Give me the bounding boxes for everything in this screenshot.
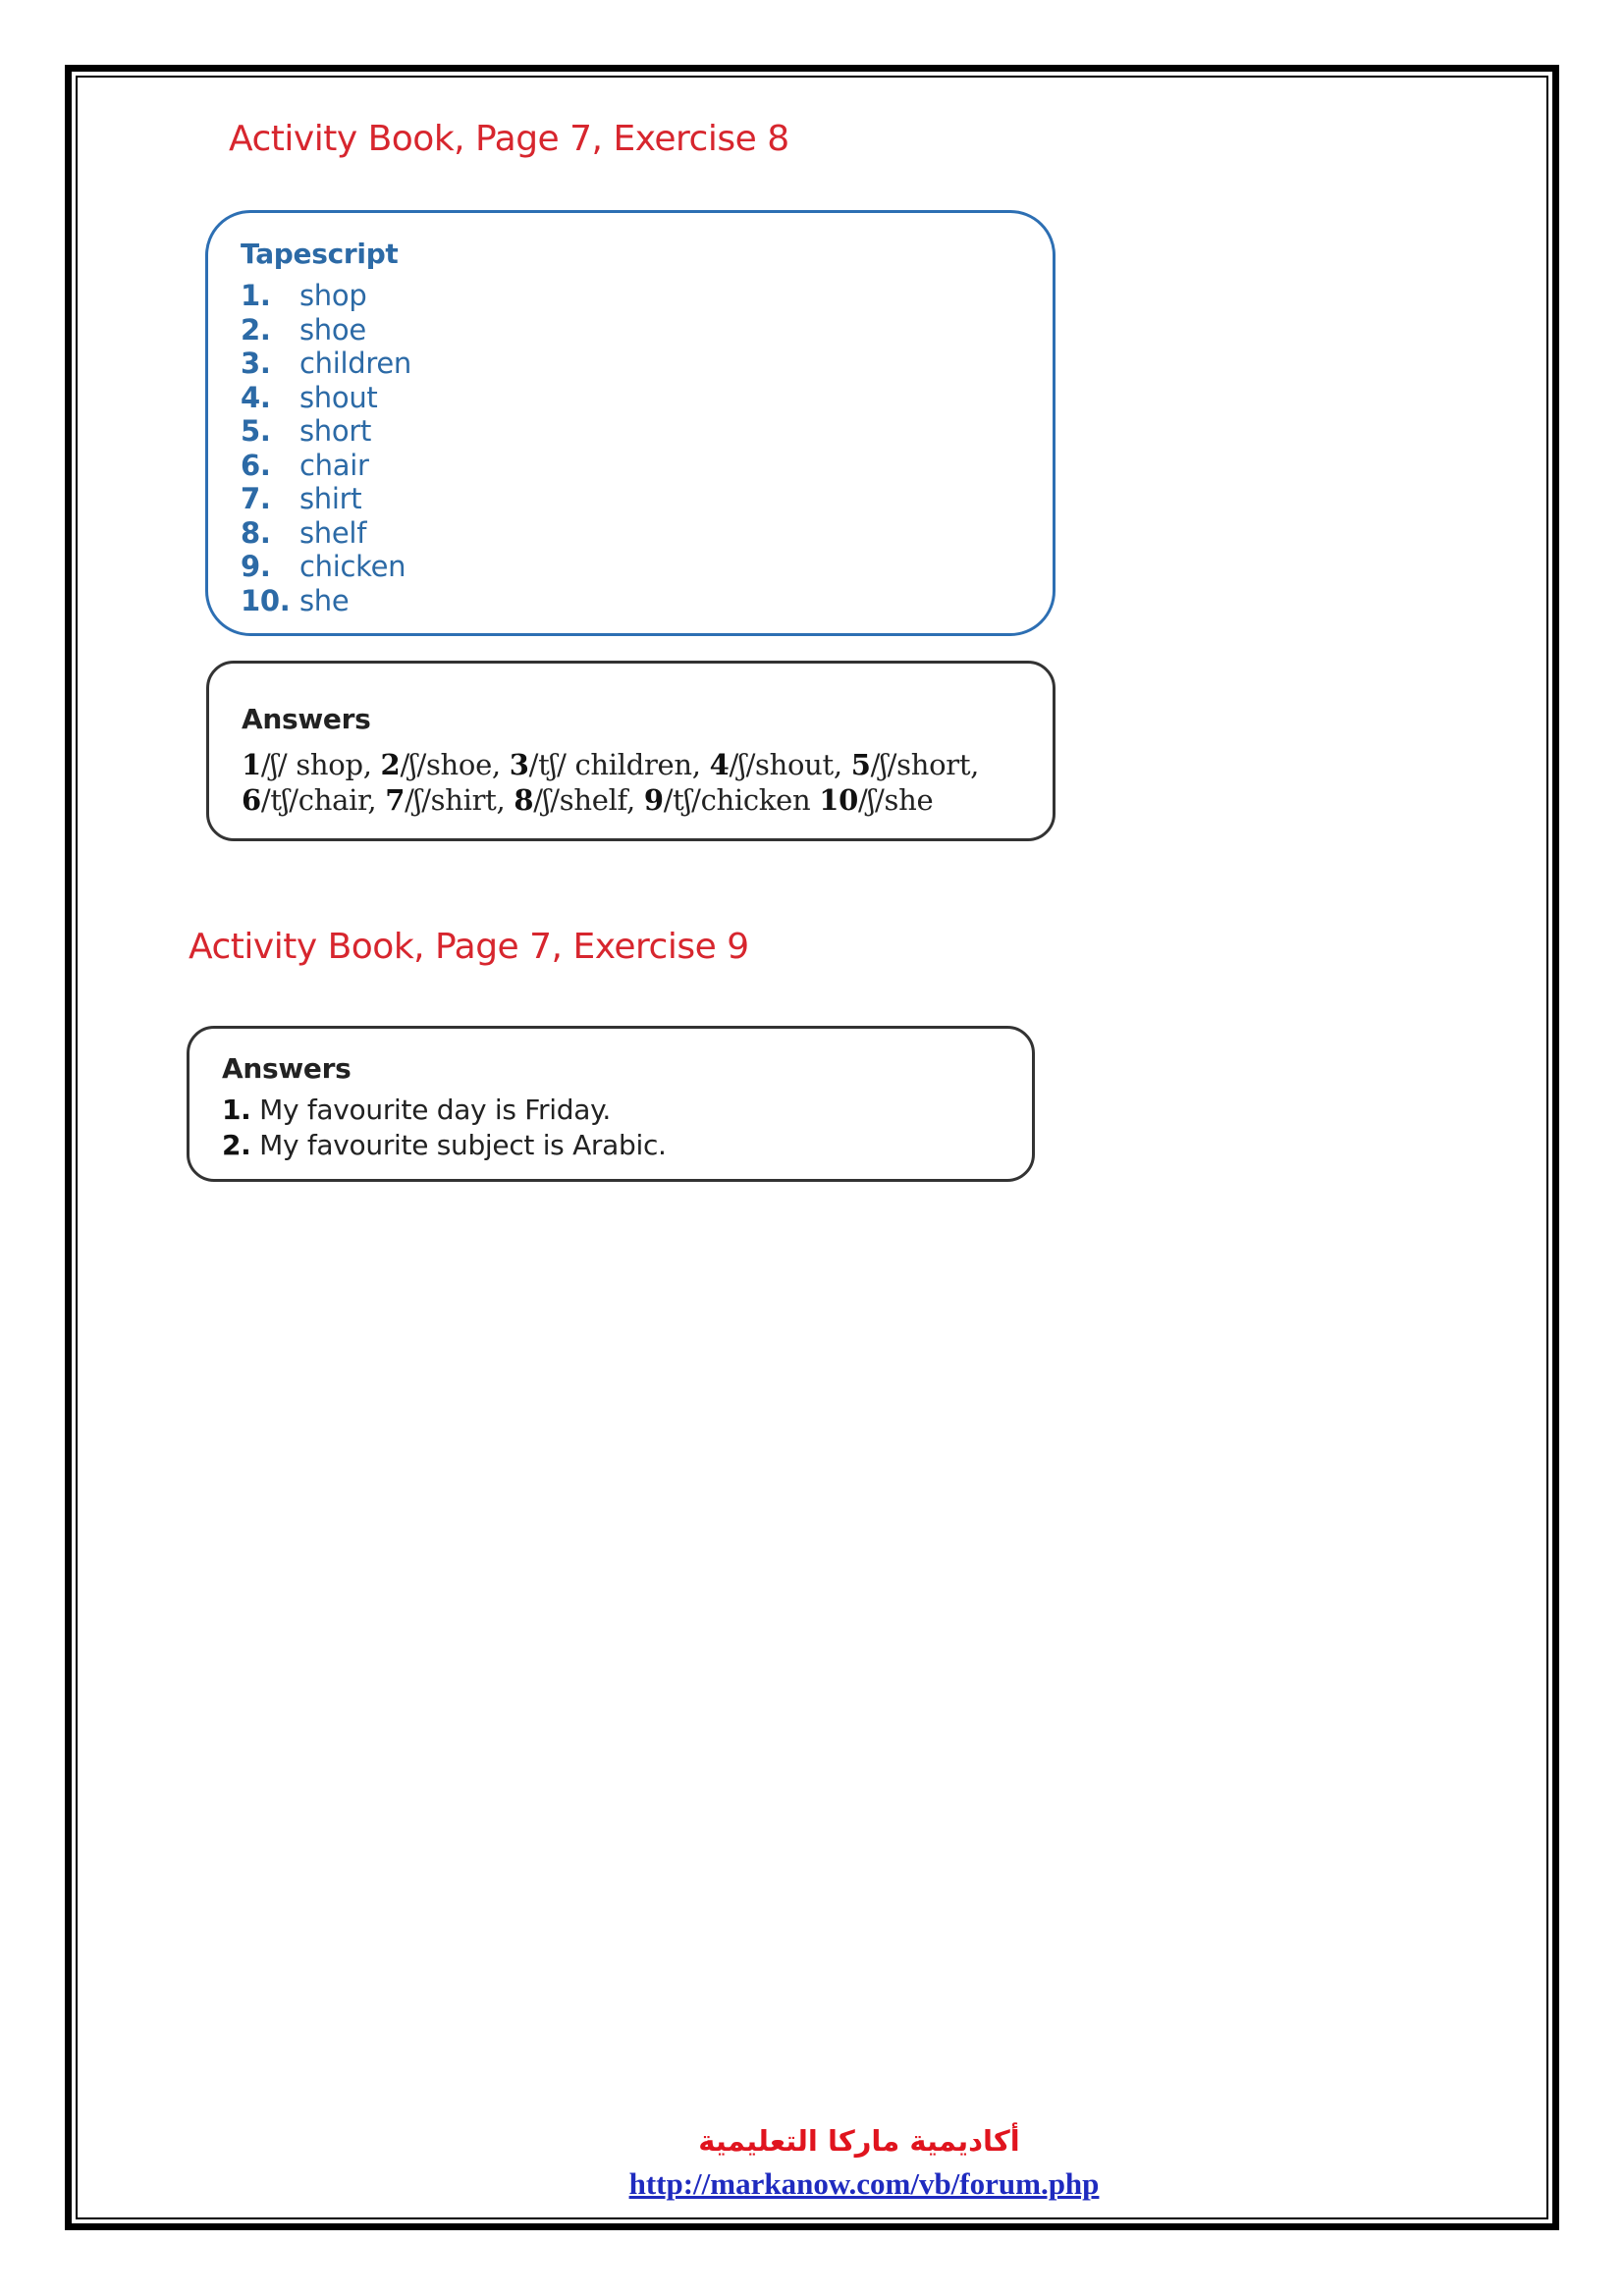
exercise-8-answers-text: [242, 747, 979, 818]
exercise-8-answers-box: [206, 661, 1056, 841]
tapescript-item-word: shelf: [299, 515, 367, 550]
tapescript-item-word: chair: [299, 448, 369, 482]
tapescript-item: [241, 449, 411, 483]
exercise-9-heading: Activity Book, Page 7, Exercise 9: [189, 927, 749, 967]
answer-number: 3: [509, 748, 529, 781]
tapescript-item-number: 7.: [241, 482, 271, 515]
exercise-8-heading: Activity Book, Page 7, Exercise 8: [229, 119, 789, 159]
answer-text: /ʃ/shirt,: [405, 783, 514, 817]
tapescript-item-number: 2.: [241, 312, 271, 347]
answer-number: 4: [709, 748, 730, 781]
tapescript-item: [241, 550, 411, 584]
answer-number: 10: [819, 783, 859, 817]
tapescript-item-number: 3.: [241, 347, 271, 380]
tapescript-item-word: children: [299, 347, 411, 380]
tapescript-item-number: 1.: [241, 279, 271, 312]
answer-number: 7: [385, 783, 406, 817]
tapescript-item: [241, 516, 411, 551]
tapescript-item-number: 10.: [241, 583, 291, 617]
answers-line: [242, 782, 979, 818]
tapescript-item: [241, 381, 411, 415]
answer-text: /tʃ/chicken: [663, 783, 820, 817]
tapescript-title: Tapescript: [241, 238, 399, 270]
answer-text: /ʃ/short,: [870, 748, 980, 781]
tapescript-item: [241, 279, 411, 313]
tapescript-item-word: shoe: [299, 312, 366, 347]
tapescript-item-word: shirt: [299, 482, 362, 515]
tapescript-item-number: 6.: [241, 448, 271, 482]
exercise-9-answers-box: [187, 1026, 1035, 1182]
answer-text: /ʃ/ shop,: [260, 748, 381, 781]
answer-text: /tʃ/ children,: [528, 748, 710, 781]
tapescript-item: [241, 482, 411, 516]
answer-item: 1. My favourite day is Friday.: [222, 1094, 611, 1126]
tapescript-item: [241, 313, 411, 347]
answer-text: /ʃ/shelf,: [533, 783, 644, 817]
footer-academy-name: أكاديمية ماركا التعليمية: [698, 2124, 1020, 2158]
tapescript-item-word: shout: [299, 380, 378, 414]
footer-forum-link[interactable]: http://markanow.com/vb/forum.php: [628, 2166, 1100, 2201]
answer-text: /ʃ/she: [858, 783, 934, 817]
tapescript-item: [241, 414, 411, 449]
tapescript-box: [205, 210, 1056, 636]
answer-text: /ʃ/shout,: [729, 748, 851, 781]
tapescript-item: [241, 347, 411, 381]
tapescript-list: [241, 279, 411, 617]
answer-number: 2: [380, 748, 401, 781]
answer-number: 6: [242, 783, 261, 817]
exercise-9-answers-list: [222, 1093, 667, 1163]
tapescript-item-number: 8.: [241, 515, 271, 550]
answer-number: 8: [514, 783, 534, 817]
tapescript-item-number: 4.: [241, 380, 271, 414]
answer-number: 5: [850, 748, 871, 781]
tapescript-item-word: she: [299, 583, 350, 617]
answer-item: 2. My favourite subject is Arabic.: [222, 1129, 667, 1161]
tapescript-item-word: shop: [299, 279, 367, 312]
tapescript-item-word: chicken: [299, 550, 406, 583]
tapescript-item-number: 5.: [241, 414, 271, 448]
tapescript-item-number: 9.: [241, 550, 271, 583]
answer-text: /ʃ/shoe,: [400, 748, 510, 781]
tapescript-item: [241, 584, 411, 618]
exercise-8-answers-title: Answers: [242, 703, 371, 735]
answer-text: /tʃ/chair,: [260, 783, 386, 817]
answer-number: 9: [643, 783, 664, 817]
tapescript-item-word: short: [299, 414, 372, 448]
exercise-9-answers-title: Answers: [222, 1052, 352, 1085]
answer-number: 1: [242, 748, 261, 781]
answers-line: [242, 747, 979, 782]
